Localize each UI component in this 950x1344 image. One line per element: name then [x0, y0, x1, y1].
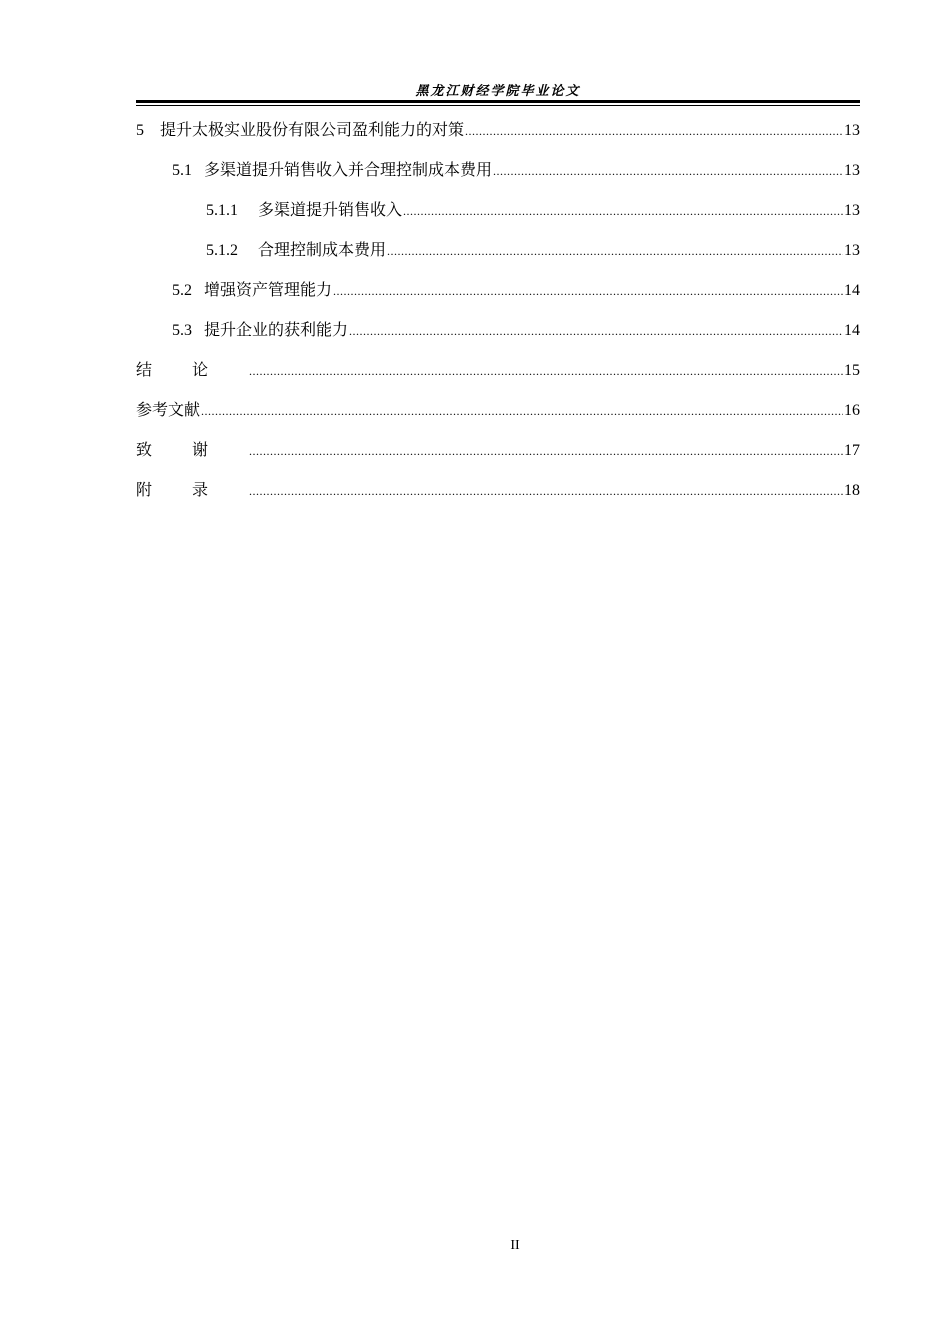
header-rule-thick	[136, 100, 860, 103]
toc-entry[interactable]	[136, 436, 860, 476]
toc-entry-page: 13	[844, 202, 860, 219]
toc-entry-page: 18	[844, 482, 860, 499]
toc-entry-page: 14	[844, 282, 860, 299]
table-of-contents	[136, 116, 860, 516]
toc-entry-number: 5.3	[172, 322, 192, 339]
toc-entry-number: 5.2	[172, 282, 192, 299]
toc-entry-page: 17	[844, 442, 860, 459]
toc-dot-leader	[403, 197, 843, 225]
toc-entry[interactable]	[136, 196, 860, 236]
toc-dot-leader	[333, 277, 843, 305]
toc-dot-leader	[387, 237, 843, 265]
toc-entry-page: 14	[844, 322, 860, 339]
toc-entry[interactable]	[136, 156, 860, 196]
toc-entry[interactable]	[136, 356, 860, 396]
header-rule-thin	[136, 105, 860, 106]
toc-entry-title: 致谢	[136, 440, 249, 459]
toc-dot-leader	[201, 397, 843, 425]
toc-entry-title: 合理控制成本费用	[258, 240, 387, 259]
toc-entry-title: 结论	[136, 360, 249, 379]
toc-entry-title: 参考文献	[136, 400, 201, 419]
toc-entry[interactable]	[136, 316, 860, 356]
toc-entry-number: 5.1.1	[206, 202, 238, 219]
toc-entry-title: 提升企业的获利能力	[204, 320, 349, 339]
toc-entry-title: 多渠道提升销售收入并合理控制成本费用	[204, 160, 493, 179]
toc-entry-title: 多渠道提升销售收入	[258, 200, 403, 219]
toc-entry-title: 提升太极实业股份有限公司盈利能力的对策	[160, 120, 465, 139]
toc-entry[interactable]	[136, 396, 860, 436]
toc-entry-page: 13	[844, 242, 860, 259]
toc-dot-leader	[249, 477, 843, 505]
toc-entry-page: 13	[844, 122, 860, 139]
toc-entry-title: 附录	[136, 480, 249, 499]
toc-entry-number: 5.1	[172, 162, 192, 179]
toc-dot-leader	[249, 357, 843, 385]
toc-entry[interactable]	[136, 116, 860, 156]
footer-page-number: II	[510, 1238, 520, 1253]
toc-entry[interactable]	[136, 236, 860, 276]
toc-entry-page: 13	[844, 162, 860, 179]
toc-dot-leader	[249, 437, 843, 465]
toc-entry-title: 增强资产管理能力	[204, 280, 333, 299]
toc-entry[interactable]	[136, 476, 860, 516]
toc-entry-page: 15	[844, 362, 860, 379]
toc-entry-page: 16	[844, 402, 860, 419]
toc-dot-leader	[493, 157, 843, 185]
toc-dot-leader	[465, 117, 843, 145]
toc-dot-leader	[349, 317, 843, 345]
toc-entry-number: 5	[136, 122, 144, 139]
header-title: 黑龙江财经学院毕业论文	[415, 84, 581, 99]
toc-entry-number: 5.1.2	[206, 242, 238, 259]
toc-entry[interactable]	[136, 276, 860, 316]
